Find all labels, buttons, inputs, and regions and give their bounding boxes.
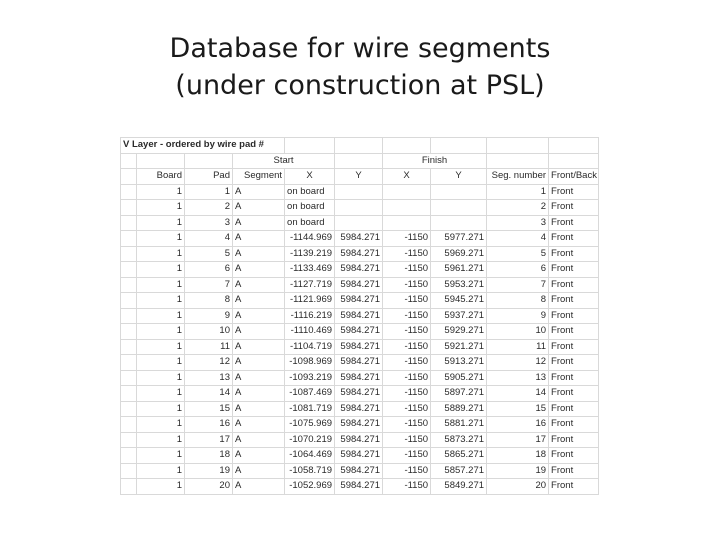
empty-cell bbox=[185, 153, 233, 169]
cell-finish-y: 5913.271 bbox=[431, 355, 487, 371]
empty-cell bbox=[121, 231, 137, 247]
cell-segment: A bbox=[233, 293, 285, 309]
cell-seg-number: 13 bbox=[487, 370, 549, 386]
empty-cell bbox=[121, 215, 137, 231]
cell-segment: A bbox=[233, 432, 285, 448]
cell-finish-x: -1150 bbox=[383, 324, 431, 340]
cell-start-x: -1144.969 bbox=[285, 231, 335, 247]
cell-start-x: -1087.469 bbox=[285, 386, 335, 402]
cell-start-x: on board bbox=[285, 184, 335, 200]
cell-finish-y: 5969.271 bbox=[431, 246, 487, 262]
cell-segment: A bbox=[233, 324, 285, 340]
table-row bbox=[121, 401, 599, 417]
empty-cell bbox=[121, 262, 137, 278]
cell-front-back: Front bbox=[549, 324, 599, 340]
cell-seg-number: 15 bbox=[487, 401, 549, 417]
cell-start-x: -1121.969 bbox=[285, 293, 335, 309]
cell-start-x: -1098.969 bbox=[285, 355, 335, 371]
group-header-row bbox=[121, 153, 599, 169]
empty-cell bbox=[121, 479, 137, 495]
cell-finish-x: -1150 bbox=[383, 448, 431, 464]
cell-seg-number: 17 bbox=[487, 432, 549, 448]
cell-pad: 18 bbox=[185, 448, 233, 464]
cell-finish-x bbox=[383, 215, 431, 231]
cell-front-back: Front bbox=[549, 401, 599, 417]
cell-finish-x: -1150 bbox=[383, 463, 431, 479]
cell-finish-x: -1150 bbox=[383, 386, 431, 402]
cell-pad: 14 bbox=[185, 386, 233, 402]
cell-pad: 6 bbox=[185, 262, 233, 278]
empty-cell bbox=[121, 169, 137, 185]
cell-pad: 12 bbox=[185, 355, 233, 371]
cell-start-y: 5984.271 bbox=[335, 277, 383, 293]
table-row bbox=[121, 231, 599, 247]
empty-cell bbox=[121, 355, 137, 371]
cell-seg-number: 7 bbox=[487, 277, 549, 293]
cell-pad: 3 bbox=[185, 215, 233, 231]
cell-front-back: Front bbox=[549, 417, 599, 433]
empty-cell bbox=[335, 138, 383, 154]
cell-start-x: on board bbox=[285, 200, 335, 216]
cell-front-back: Front bbox=[549, 432, 599, 448]
cell-board: 1 bbox=[137, 200, 185, 216]
cell-start-y: 5984.271 bbox=[335, 463, 383, 479]
cell-start-x: -1052.969 bbox=[285, 479, 335, 495]
cell-finish-y: 5937.271 bbox=[431, 308, 487, 324]
empty-cell bbox=[121, 184, 137, 200]
cell-board: 1 bbox=[137, 324, 185, 340]
cell-start-y: 5984.271 bbox=[335, 432, 383, 448]
cell-segment: A bbox=[233, 370, 285, 386]
cell-seg-number: 3 bbox=[487, 215, 549, 231]
cell-front-back: Front bbox=[549, 448, 599, 464]
table-row bbox=[121, 184, 599, 200]
cell-finish-y bbox=[431, 215, 487, 231]
cell-finish-y: 5897.271 bbox=[431, 386, 487, 402]
cell-finish-x: -1150 bbox=[383, 308, 431, 324]
column-header-front-back: Front/Back bbox=[549, 169, 599, 185]
empty-cell bbox=[549, 138, 599, 154]
cell-pad: 20 bbox=[185, 479, 233, 495]
cell-finish-y: 5857.271 bbox=[431, 463, 487, 479]
cell-seg-number: 10 bbox=[487, 324, 549, 340]
empty-cell bbox=[121, 386, 137, 402]
cell-pad: 9 bbox=[185, 308, 233, 324]
cell-seg-number: 19 bbox=[487, 463, 549, 479]
cell-finish-y: 5873.271 bbox=[431, 432, 487, 448]
table-row bbox=[121, 432, 599, 448]
cell-pad: 17 bbox=[185, 432, 233, 448]
cell-finish-y: 5881.271 bbox=[431, 417, 487, 433]
cell-pad: 1 bbox=[185, 184, 233, 200]
cell-board: 1 bbox=[137, 432, 185, 448]
cell-finish-x: -1150 bbox=[383, 401, 431, 417]
cell-finish-x: -1150 bbox=[383, 339, 431, 355]
table-row bbox=[121, 417, 599, 433]
cell-pad: 19 bbox=[185, 463, 233, 479]
table-row bbox=[121, 200, 599, 216]
cell-board: 1 bbox=[137, 246, 185, 262]
cell-finish-y bbox=[431, 200, 487, 216]
column-header-finish-y: Y bbox=[431, 169, 487, 185]
column-header-board: Board bbox=[137, 169, 185, 185]
cell-segment: A bbox=[233, 479, 285, 495]
cell-pad: 15 bbox=[185, 401, 233, 417]
slide-title-line-2: (under construction at PSL) bbox=[175, 70, 545, 101]
cell-segment: A bbox=[233, 277, 285, 293]
cell-seg-number: 6 bbox=[487, 262, 549, 278]
cell-start-x: -1093.219 bbox=[285, 370, 335, 386]
cell-start-y bbox=[335, 215, 383, 231]
cell-segment: A bbox=[233, 448, 285, 464]
empty-cell bbox=[121, 246, 137, 262]
cell-segment: A bbox=[233, 200, 285, 216]
table-row bbox=[121, 308, 599, 324]
cell-pad: 4 bbox=[185, 231, 233, 247]
cell-front-back: Front bbox=[549, 184, 599, 200]
cell-board: 1 bbox=[137, 479, 185, 495]
cell-segment: A bbox=[233, 246, 285, 262]
cell-board: 1 bbox=[137, 448, 185, 464]
empty-cell bbox=[383, 138, 431, 154]
cell-pad: 10 bbox=[185, 324, 233, 340]
cell-segment: A bbox=[233, 231, 285, 247]
cell-start-x: -1116.219 bbox=[285, 308, 335, 324]
cell-pad: 2 bbox=[185, 200, 233, 216]
cell-seg-number: 16 bbox=[487, 417, 549, 433]
cell-start-y: 5984.271 bbox=[335, 355, 383, 371]
column-header-start-x: X bbox=[285, 169, 335, 185]
cell-finish-x: -1150 bbox=[383, 355, 431, 371]
cell-finish-y: 5889.271 bbox=[431, 401, 487, 417]
empty-cell bbox=[121, 324, 137, 340]
start-group-header: Start bbox=[233, 153, 335, 169]
cell-segment: A bbox=[233, 417, 285, 433]
cell-start-x: -1104.719 bbox=[285, 339, 335, 355]
cell-pad: 11 bbox=[185, 339, 233, 355]
cell-start-x: -1127.719 bbox=[285, 277, 335, 293]
cell-board: 1 bbox=[137, 231, 185, 247]
spreadsheet-excerpt bbox=[120, 137, 598, 495]
wire-segment-table bbox=[120, 137, 599, 495]
cell-finish-y: 5921.271 bbox=[431, 339, 487, 355]
cell-front-back: Front bbox=[549, 262, 599, 278]
cell-start-x: -1133.469 bbox=[285, 262, 335, 278]
cell-start-x: -1139.219 bbox=[285, 246, 335, 262]
table-row bbox=[121, 448, 599, 464]
cell-front-back: Front bbox=[549, 277, 599, 293]
cell-start-y: 5984.271 bbox=[335, 401, 383, 417]
cell-front-back: Front bbox=[549, 231, 599, 247]
cell-seg-number: 14 bbox=[487, 386, 549, 402]
empty-cell bbox=[121, 448, 137, 464]
cell-finish-y: 5865.271 bbox=[431, 448, 487, 464]
empty-cell bbox=[121, 370, 137, 386]
empty-cell bbox=[487, 153, 549, 169]
empty-cell bbox=[549, 153, 599, 169]
column-header-seg-number: Seg. number bbox=[487, 169, 549, 185]
cell-finish-x bbox=[383, 200, 431, 216]
cell-start-x: -1075.969 bbox=[285, 417, 335, 433]
cell-seg-number: 12 bbox=[487, 355, 549, 371]
cell-seg-number: 1 bbox=[487, 184, 549, 200]
empty-cell bbox=[335, 153, 383, 169]
cell-start-x: -1058.719 bbox=[285, 463, 335, 479]
cell-start-y: 5984.271 bbox=[335, 246, 383, 262]
table-row bbox=[121, 463, 599, 479]
cell-seg-number: 4 bbox=[487, 231, 549, 247]
cell-finish-x: -1150 bbox=[383, 417, 431, 433]
cell-segment: A bbox=[233, 463, 285, 479]
cell-front-back: Front bbox=[549, 308, 599, 324]
cell-board: 1 bbox=[137, 262, 185, 278]
cell-board: 1 bbox=[137, 308, 185, 324]
empty-cell bbox=[121, 339, 137, 355]
cell-finish-x: -1150 bbox=[383, 370, 431, 386]
table-row bbox=[121, 215, 599, 231]
empty-cell bbox=[121, 308, 137, 324]
cell-finish-y: 5945.271 bbox=[431, 293, 487, 309]
cell-board: 1 bbox=[137, 277, 185, 293]
cell-start-y: 5984.271 bbox=[335, 339, 383, 355]
empty-cell bbox=[121, 153, 137, 169]
cell-pad: 16 bbox=[185, 417, 233, 433]
cell-front-back: Front bbox=[549, 463, 599, 479]
cell-front-back: Front bbox=[549, 355, 599, 371]
cell-board: 1 bbox=[137, 401, 185, 417]
empty-cell bbox=[121, 463, 137, 479]
cell-start-x: -1064.469 bbox=[285, 448, 335, 464]
cell-seg-number: 11 bbox=[487, 339, 549, 355]
cell-start-y: 5984.271 bbox=[335, 262, 383, 278]
cell-start-y: 5984.271 bbox=[335, 386, 383, 402]
slide-title bbox=[0, 30, 720, 104]
cell-start-x: -1081.719 bbox=[285, 401, 335, 417]
cell-start-y bbox=[335, 200, 383, 216]
table-row bbox=[121, 293, 599, 309]
cell-board: 1 bbox=[137, 293, 185, 309]
cell-finish-x: -1150 bbox=[383, 231, 431, 247]
cell-front-back: Front bbox=[549, 215, 599, 231]
empty-cell bbox=[121, 293, 137, 309]
column-header-start-y: Y bbox=[335, 169, 383, 185]
cell-front-back: Front bbox=[549, 386, 599, 402]
cell-seg-number: 8 bbox=[487, 293, 549, 309]
table-row bbox=[121, 386, 599, 402]
cell-finish-y: 5905.271 bbox=[431, 370, 487, 386]
empty-cell bbox=[121, 200, 137, 216]
table-row bbox=[121, 246, 599, 262]
cell-segment: A bbox=[233, 401, 285, 417]
cell-front-back: Front bbox=[549, 293, 599, 309]
cell-segment: A bbox=[233, 339, 285, 355]
cell-start-y: 5984.271 bbox=[335, 479, 383, 495]
cell-board: 1 bbox=[137, 215, 185, 231]
cell-seg-number: 5 bbox=[487, 246, 549, 262]
cell-seg-number: 9 bbox=[487, 308, 549, 324]
cell-finish-x: -1150 bbox=[383, 293, 431, 309]
caption-row bbox=[121, 138, 599, 154]
cell-seg-number: 2 bbox=[487, 200, 549, 216]
cell-finish-x: -1150 bbox=[383, 479, 431, 495]
cell-segment: A bbox=[233, 184, 285, 200]
table-row bbox=[121, 339, 599, 355]
table-row bbox=[121, 277, 599, 293]
empty-cell bbox=[431, 138, 487, 154]
cell-front-back: Front bbox=[549, 370, 599, 386]
cell-board: 1 bbox=[137, 417, 185, 433]
table-row bbox=[121, 324, 599, 340]
cell-board: 1 bbox=[137, 463, 185, 479]
cell-finish-y: 5929.271 bbox=[431, 324, 487, 340]
cell-pad: 7 bbox=[185, 277, 233, 293]
cell-start-x: -1110.469 bbox=[285, 324, 335, 340]
sheet-caption: V Layer - ordered by wire pad # bbox=[121, 138, 285, 154]
cell-board: 1 bbox=[137, 339, 185, 355]
cell-board: 1 bbox=[137, 386, 185, 402]
cell-start-x: -1070.219 bbox=[285, 432, 335, 448]
cell-seg-number: 18 bbox=[487, 448, 549, 464]
cell-start-y: 5984.271 bbox=[335, 448, 383, 464]
cell-board: 1 bbox=[137, 355, 185, 371]
cell-start-y: 5984.271 bbox=[335, 293, 383, 309]
column-header-pad: Pad bbox=[185, 169, 233, 185]
empty-cell bbox=[121, 401, 137, 417]
finish-group-header: Finish bbox=[383, 153, 487, 169]
cell-start-y: 5984.271 bbox=[335, 370, 383, 386]
cell-segment: A bbox=[233, 262, 285, 278]
empty-cell bbox=[121, 432, 137, 448]
cell-finish-y: 5849.271 bbox=[431, 479, 487, 495]
cell-segment: A bbox=[233, 215, 285, 231]
empty-cell bbox=[487, 138, 549, 154]
empty-cell bbox=[137, 153, 185, 169]
cell-finish-y: 5953.271 bbox=[431, 277, 487, 293]
cell-finish-y: 5961.271 bbox=[431, 262, 487, 278]
cell-finish-y: 5977.271 bbox=[431, 231, 487, 247]
cell-pad: 8 bbox=[185, 293, 233, 309]
cell-seg-number: 20 bbox=[487, 479, 549, 495]
cell-board: 1 bbox=[137, 184, 185, 200]
cell-front-back: Front bbox=[549, 479, 599, 495]
empty-cell bbox=[121, 277, 137, 293]
cell-finish-x: -1150 bbox=[383, 432, 431, 448]
cell-pad: 5 bbox=[185, 246, 233, 262]
table-row bbox=[121, 355, 599, 371]
empty-cell bbox=[285, 138, 335, 154]
cell-segment: A bbox=[233, 308, 285, 324]
slide-title-line-1: Database for wire segments bbox=[169, 33, 551, 64]
cell-start-y: 5984.271 bbox=[335, 417, 383, 433]
column-header-finish-x: X bbox=[383, 169, 431, 185]
cell-segment: A bbox=[233, 355, 285, 371]
cell-start-y bbox=[335, 184, 383, 200]
cell-front-back: Front bbox=[549, 339, 599, 355]
table-row bbox=[121, 262, 599, 278]
table-row bbox=[121, 370, 599, 386]
cell-segment: A bbox=[233, 386, 285, 402]
table-row bbox=[121, 479, 599, 495]
empty-cell bbox=[121, 417, 137, 433]
cell-front-back: Front bbox=[549, 200, 599, 216]
cell-finish-x: -1150 bbox=[383, 277, 431, 293]
cell-finish-y bbox=[431, 184, 487, 200]
cell-front-back: Front bbox=[549, 246, 599, 262]
column-header-row bbox=[121, 169, 599, 185]
cell-finish-x: -1150 bbox=[383, 262, 431, 278]
cell-start-y: 5984.271 bbox=[335, 324, 383, 340]
cell-board: 1 bbox=[137, 370, 185, 386]
cell-finish-x bbox=[383, 184, 431, 200]
cell-finish-x: -1150 bbox=[383, 246, 431, 262]
cell-pad: 13 bbox=[185, 370, 233, 386]
cell-start-x: on board bbox=[285, 215, 335, 231]
cell-start-y: 5984.271 bbox=[335, 231, 383, 247]
column-header-segment: Segment bbox=[233, 169, 285, 185]
cell-start-y: 5984.271 bbox=[335, 308, 383, 324]
